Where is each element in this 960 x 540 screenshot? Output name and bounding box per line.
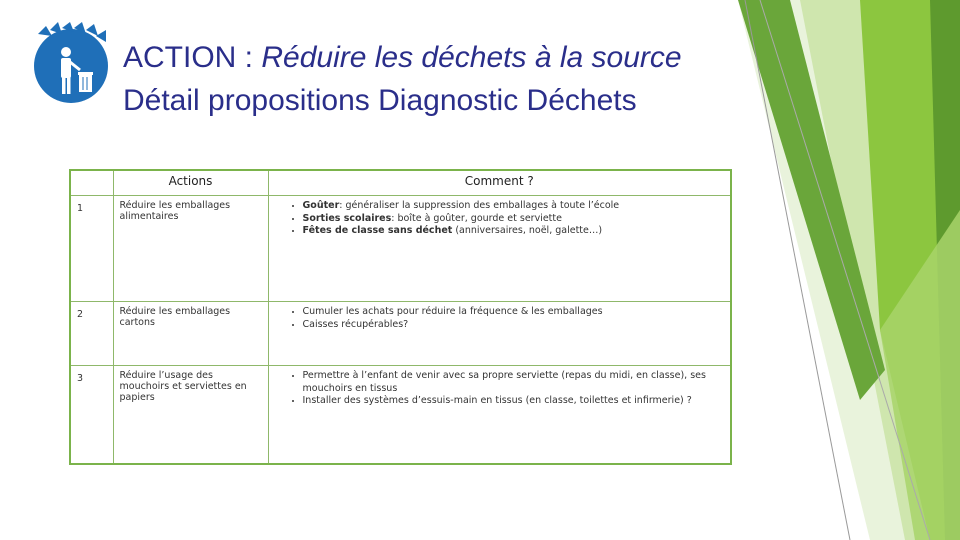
recycling-person-icon xyxy=(32,22,110,106)
table-row xyxy=(70,196,731,302)
row-number: 1 xyxy=(70,196,113,302)
row-number: 2 xyxy=(70,302,113,366)
title-italic: Réduire les déchets à la source xyxy=(261,41,682,74)
row-comments xyxy=(268,196,731,302)
table-header-row xyxy=(70,170,731,196)
header-num xyxy=(70,170,113,196)
header-actions: Actions xyxy=(113,170,268,196)
actions-table xyxy=(69,169,732,465)
table-row xyxy=(70,366,731,465)
comment-item: • Sorties scolaires: boîte à goûter, gourde et serviette xyxy=(303,213,725,226)
slide-title xyxy=(123,36,682,122)
comment-item: • Goûter: généraliser la suppression des emballages à toute l’école xyxy=(303,200,725,213)
row-comments xyxy=(268,366,731,465)
title-prefix: ACTION : xyxy=(123,41,262,74)
comment-item: • Cumuler les achats pour réduire la fréquence & les emballages xyxy=(303,306,725,319)
row-action: Réduire l’usage des mouchoirs et serviettes en papiers xyxy=(113,366,268,465)
row-number: 3 xyxy=(70,366,113,465)
row-action: Réduire les emballages cartons xyxy=(113,302,268,366)
row-action: Réduire les emballages alimentaires xyxy=(113,196,268,302)
comment-item: • Installer des systèmes d’essuis-main en tissus (en classe, toilettes et infirmerie) ? xyxy=(303,395,725,408)
table-row xyxy=(70,302,731,366)
comment-item: • Fêtes de classe sans déchet (anniversaires, noël, galette…) xyxy=(303,225,725,238)
slide-subtitle: Détail propositions Diagnostic Déchets xyxy=(123,84,637,117)
comment-item: • Permettre à l’enfant de venir avec sa propre serviette (repas du midi, en classe), ses mouchoirs en tissus xyxy=(303,370,725,395)
comment-item: • Caisses récupérables? xyxy=(303,319,725,332)
row-comments xyxy=(268,302,731,366)
header-comment: Comment ? xyxy=(268,170,731,196)
